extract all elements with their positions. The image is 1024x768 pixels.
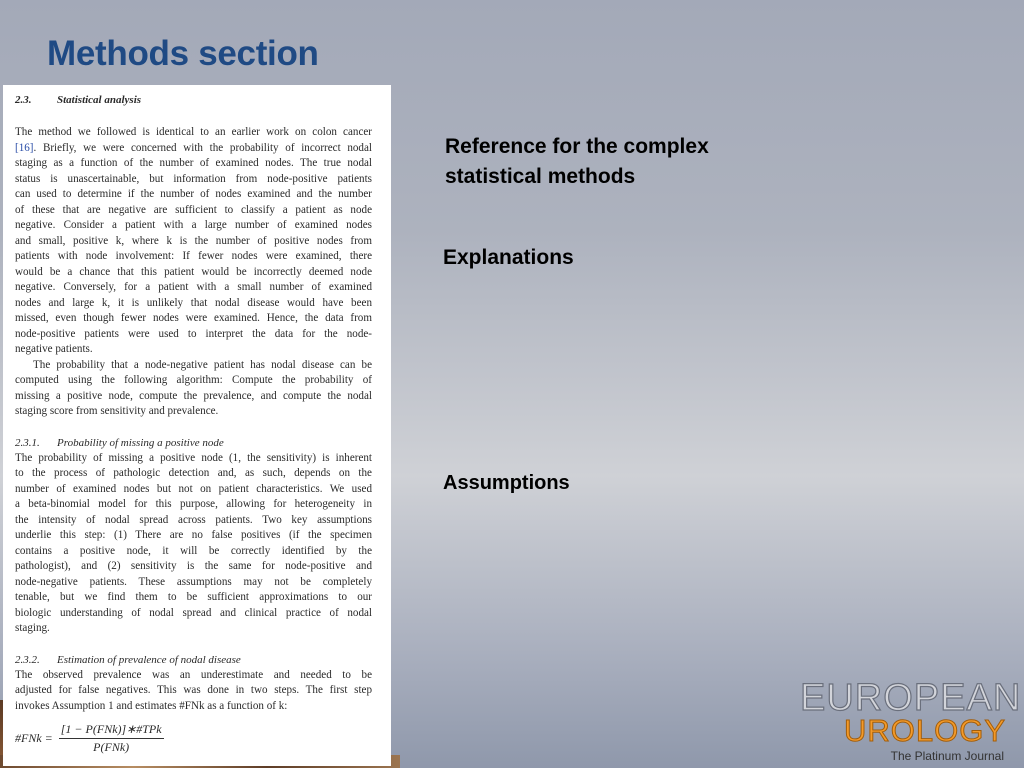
- logo-tagline: The Platinum Journal: [890, 749, 1004, 763]
- paragraph-line: negative. Conversely, for a patient with a small number of examined: [15, 281, 372, 293]
- paragraph-line: The method we followed is identical to an earlier work on colon cancer: [15, 126, 372, 138]
- note-explanations: Explanations: [443, 246, 574, 269]
- paragraph-line: number of examined nodes but not on patient characteristics. We used: [15, 482, 372, 495]
- paragraph-line: missed, even though fewer nodes were examined. Hence, the data from: [15, 312, 372, 324]
- section-heading: [15, 92, 372, 108]
- paragraph-line: negative patients.: [15, 343, 93, 355]
- paragraph-line: negative. Consider a patient with a large number of examined nodes: [15, 219, 372, 231]
- paragraph-line: computed using the following algorithm: Compute the probability of: [15, 374, 372, 386]
- paragraph-line: patients with node involvement: If fewer nodes were examined, there: [15, 250, 372, 262]
- paragraph-line: node-negative patients. These assumptions may not be completely: [15, 575, 372, 588]
- subsection-number-1: 2.3.1.: [15, 436, 40, 449]
- formula: [15, 722, 164, 755]
- formula-denominator: P(FNk): [93, 740, 130, 754]
- paragraph-line: staging score from sensitivity and prevalence.: [15, 405, 219, 417]
- paragraph-line: pathologist), and (2) sensitivity is the same for node-positive and: [15, 560, 372, 572]
- paragraph-line: nodes and large k, it is unlikely that nodal disease would have been: [15, 296, 372, 309]
- paragraph-line: and small, positive k, where k is the number of positive nodes from: [15, 234, 372, 247]
- paragraph-line: of these that are negative are sufficient to classify a patient as node: [15, 203, 372, 216]
- paragraph-line: can used to determine if the number of nodes examined and the number: [15, 188, 372, 200]
- paragraph-line: invokes Assumption 1 and estimates #FNk as a function of k:: [15, 699, 288, 712]
- paragraph-line: a beta-binomial model for this purpose, allowing for heterogeneity in: [15, 498, 372, 510]
- subsection-heading-2: [15, 653, 372, 668]
- paragraph-3: [15, 451, 372, 637]
- paragraph-line: underlie this step: (1) There are no false positives (if the specimen: [15, 529, 372, 541]
- subsection-heading-1: [15, 436, 372, 451]
- paragraph-2: [15, 358, 372, 420]
- paragraph-line: The probability that a node-negative patient has nodal disease can be: [33, 358, 372, 371]
- paragraph-line: [16]. Briefly, we were concerned with the probability of incorrect nodal: [15, 141, 372, 154]
- slide-title: Methods section: [47, 34, 319, 73]
- subsection-title-2: Estimation of prevalence of nodal disease: [57, 653, 241, 666]
- subsection-number-2: 2.3.2.: [15, 653, 40, 666]
- paragraph-line: node-positive patients were used to interpret the data for the node-: [15, 327, 372, 340]
- paragraph-line: The observed prevalence was an underestimate and needed to be: [15, 668, 372, 681]
- paragraph-line: the intensity of nodal spread across patients. Two key assumptions: [15, 513, 372, 526]
- paper-excerpt: [3, 85, 391, 766]
- paragraph-4: [15, 668, 372, 715]
- paragraph-line: contains a positive node, it will be correctly identified by the: [15, 544, 372, 557]
- paragraph-line: The probability of missing a positive node (1, the sensitivity) is inherent: [15, 451, 372, 464]
- logo-urology: UROLOGY: [843, 713, 1006, 748]
- paragraph-line: staging as a function of the number of examined nodes. The true nodal: [15, 157, 372, 169]
- subsection-title-1: Probability of missing a positive node: [57, 436, 224, 449]
- section-title: Statistical analysis: [57, 94, 142, 106]
- paragraph-line: biologic understanding of nodal spread and clinical practice of nodal: [15, 606, 372, 619]
- paragraph-line: would be a chance that this patient would be incorrectly deemed node: [15, 265, 372, 278]
- section-number: 2.3.: [15, 94, 32, 106]
- paper-text: [15, 92, 372, 714]
- logo-european: EUROPEAN: [800, 677, 1022, 719]
- note-reference: Reference for the complex statistical methods: [445, 135, 709, 188]
- paragraph-line: staging.: [15, 622, 50, 634]
- formula-fraction: [59, 722, 164, 755]
- paragraph-line: status is unascertainable, but information from node-positive patients: [15, 172, 372, 185]
- note-assumptions: Assumptions: [443, 472, 570, 494]
- paragraph-line: tenable, but we find them to be sufficient approximations to our: [15, 591, 372, 603]
- formula-lhs: #FNk =: [15, 731, 53, 745]
- european-urology-logo: [800, 677, 1022, 763]
- paragraph-1: [15, 125, 372, 358]
- reference-link[interactable]: [16]: [15, 141, 34, 154]
- formula-numerator: [1 − P(FNk)]∗#TPk: [59, 722, 164, 739]
- paragraph-line: to the process of pathologic detection and, as such, depends on the: [15, 467, 372, 479]
- paragraph-line: missing a positive node, compute the prevalence, and compute the nodal: [15, 389, 372, 402]
- paragraph-line: adjusted for false negatives. This was done in two steps. The first step: [15, 684, 372, 696]
